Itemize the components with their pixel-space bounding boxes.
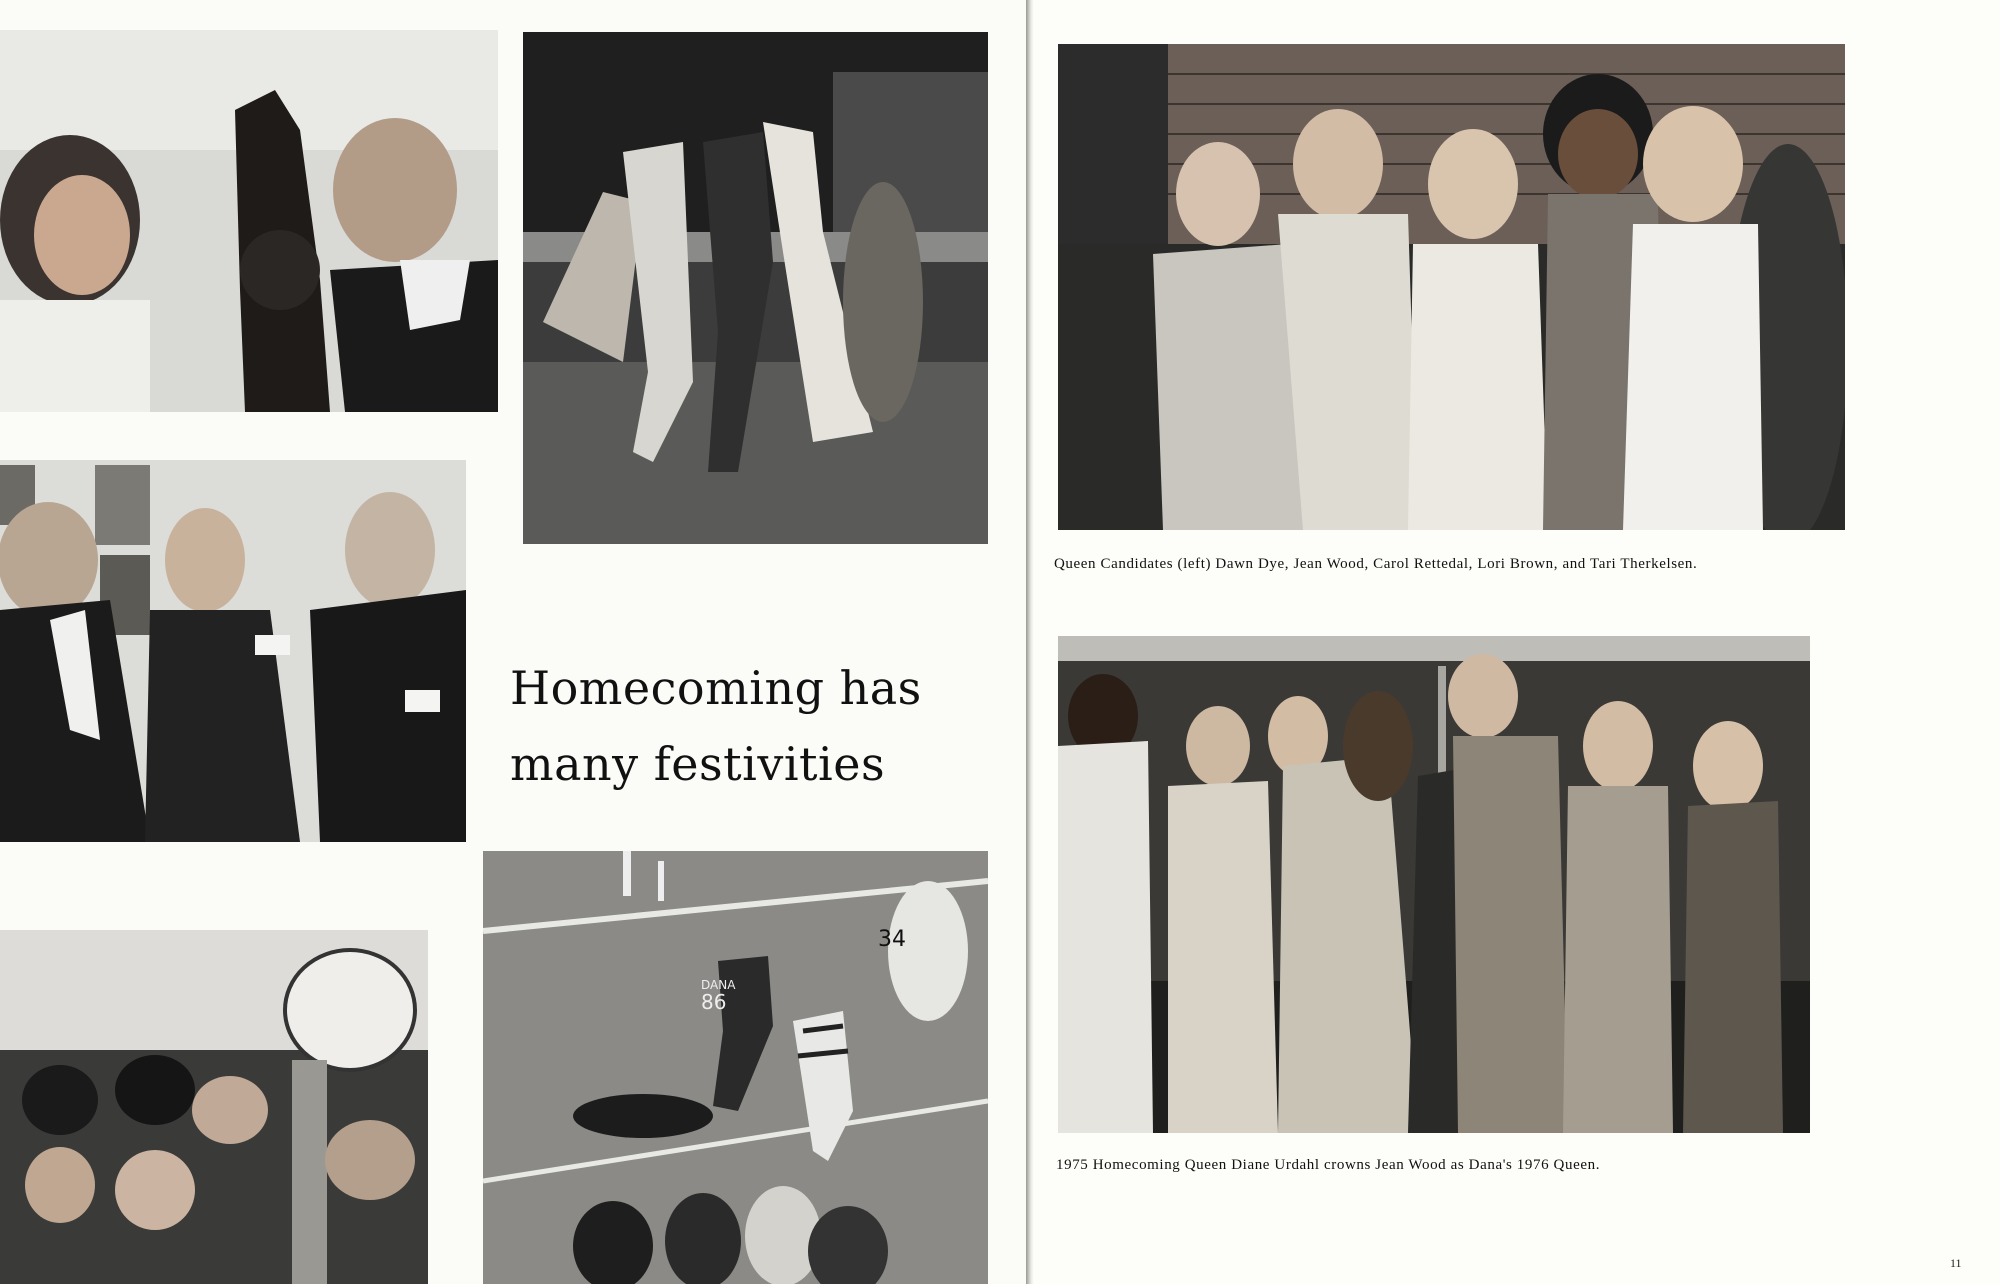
jersey-number-86: 86 [701,990,727,1014]
book-gutter [1026,0,1034,1284]
page-number: 11 [1950,1256,1962,1270]
photo-football-game [483,851,988,1284]
headline-line-2: many festivities [510,737,886,791]
headline-line-1: Homecoming has [510,661,922,715]
jersey-number-34: 34 [878,927,906,952]
jersey-text-dana: DANA [701,978,736,992]
photo-alumni-reunion [0,460,466,842]
photo-queen-candidates [1058,44,1845,530]
photo-queen-crowning [1058,636,1810,1133]
photo-folk-dance-performance [523,32,988,544]
photo-alumni-viking-statue [0,30,498,412]
photo-band-in-stands [0,930,428,1284]
spread-headline [510,650,922,802]
caption-crowning: 1975 Homecoming Queen Diane Urdahl crowns Jean Wood as Dana's 1976 Queen. [1056,1157,1601,1173]
caption-queen-candidates: Queen Candidates (left) Dawn Dye, Jean Wood, Carol Rettedal, Lori Brown, and Tari Therkelsen. [1054,556,1698,572]
